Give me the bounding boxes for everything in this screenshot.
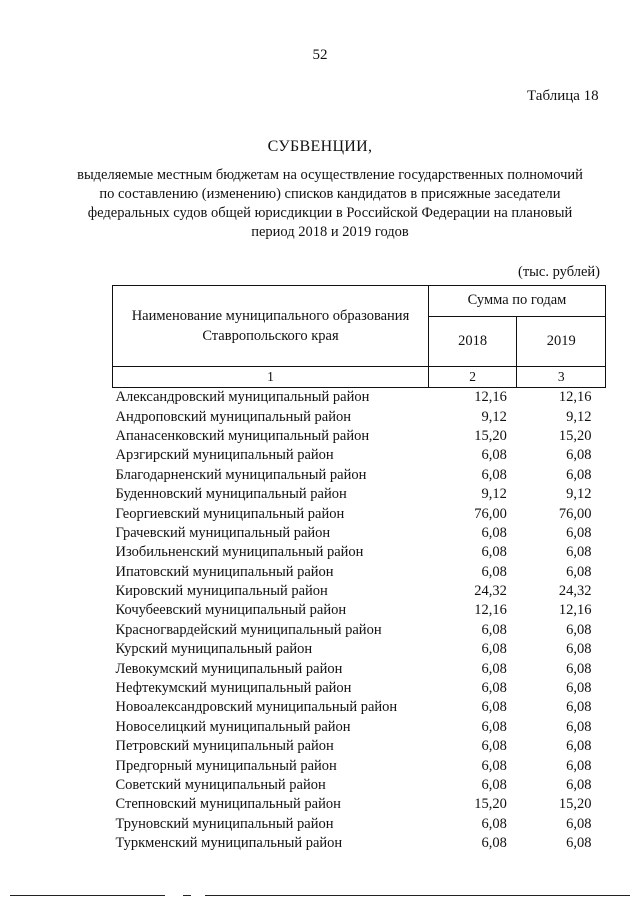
table-row (113, 737, 606, 756)
table-row (113, 582, 606, 601)
value-2018: 6,08 (481, 621, 507, 638)
municipality-name: Предгорный муниципальный район (115, 757, 337, 774)
table-row (113, 407, 606, 426)
subventions-table (112, 285, 606, 853)
value-2019: 12,16 (558, 389, 592, 406)
municipality-name: Петровский муниципальный район (115, 738, 334, 755)
table-row (113, 621, 606, 640)
municipality-name: Буденновский муниципальный район (115, 486, 347, 503)
municipality-name: Грачевский муниципальный район (115, 524, 331, 541)
column-number-1: 1 (113, 367, 429, 388)
value-2019: 6,08 (566, 524, 592, 541)
value-2019: 76,00 (558, 505, 592, 522)
municipality-name: Ипатовский муниципальный район (115, 563, 334, 580)
municipality-name: Изобильненский муниципальный район (115, 544, 364, 561)
municipality-name: Нефтекумский муниципальный район (115, 680, 352, 697)
value-2018: 76,00 (474, 505, 507, 522)
municipality-name: Андроповский муниципальный район (115, 408, 351, 425)
table-row (113, 756, 606, 775)
municipality-name: Арзгирский муниципальный район (115, 447, 334, 464)
table-row (113, 524, 606, 543)
table-row (113, 601, 606, 620)
header-year-2018: 2018 (428, 316, 516, 366)
value-2018: 6,08 (481, 680, 507, 697)
value-2019: 6,08 (566, 447, 592, 464)
header-year-2019: 2019 (517, 316, 606, 366)
value-2019: 12,16 (558, 602, 592, 619)
value-2019: 6,08 (566, 660, 592, 677)
value-2018: 9,12 (481, 486, 507, 503)
table-row (113, 563, 606, 582)
value-2018: 6,08 (481, 835, 507, 852)
units-label: (тыс. рублей) (518, 264, 600, 280)
municipality-name: Советский муниципальный район (115, 777, 326, 793)
table-row (113, 640, 606, 659)
value-2019: 15,20 (558, 796, 592, 813)
value-2018: 6,08 (481, 757, 507, 774)
value-2018: 9,12 (481, 408, 507, 425)
municipality-name: Новоалександровский муниципальный район (115, 699, 398, 716)
municipality-name: Труновский муниципальный район (115, 815, 334, 832)
footer-rule (0, 895, 640, 901)
value-2018: 6,08 (481, 641, 507, 658)
value-2018: 12,16 (474, 602, 507, 619)
value-2019: 9,12 (566, 408, 592, 425)
value-2019: 6,08 (566, 738, 592, 755)
value-2019: 6,08 (566, 641, 592, 658)
table-row (113, 795, 606, 814)
value-2019: 6,08 (566, 466, 592, 483)
municipality-name: Георгиевский муниципальный район (115, 505, 345, 522)
value-2018: 6,08 (481, 660, 507, 677)
value-2018: 6,08 (481, 738, 507, 755)
table-label: Таблица 18 (527, 88, 599, 104)
value-2018: 6,08 (481, 563, 507, 580)
value-2019: 6,08 (566, 563, 592, 580)
value-2019: 15,20 (558, 427, 592, 444)
value-2018: 6,08 (481, 466, 507, 483)
value-2018: 15,20 (474, 427, 507, 444)
value-2018: 6,08 (481, 524, 507, 541)
table-body (113, 388, 606, 854)
table-row (113, 815, 606, 834)
value-2019: 6,08 (566, 544, 592, 561)
value-2019: 9,12 (566, 486, 592, 503)
column-number-2: 2 (428, 367, 516, 388)
value-2019: 6,08 (566, 835, 592, 852)
table-row (113, 504, 606, 523)
value-2018: 6,08 (481, 718, 507, 735)
value-2018: 6,08 (481, 777, 507, 793)
municipality-name: Кочубеевский муниципальный район (115, 602, 347, 619)
municipality-name: Туркменский муниципальный район (115, 835, 343, 852)
value-2019: 24,32 (558, 583, 592, 600)
table-row (113, 698, 606, 717)
table-row (113, 834, 606, 853)
value-2018: 6,08 (481, 699, 507, 716)
value-2018: 24,32 (474, 583, 507, 600)
value-2018: 6,08 (481, 447, 507, 464)
value-2018: 12,16 (474, 389, 507, 406)
table-row (113, 446, 606, 465)
table-row (113, 427, 606, 446)
value-2019: 6,08 (566, 815, 592, 832)
document-title: СУБВЕНЦИИ, (267, 138, 373, 155)
page-number: 52 (312, 47, 328, 63)
table-row (113, 466, 606, 485)
value-2019: 6,08 (566, 777, 592, 793)
municipality-name: Новоселицкий муниципальный район (115, 718, 351, 735)
municipality-name: Степновский муниципальный район (115, 796, 341, 813)
municipality-name: Александровский муниципальный район (115, 389, 370, 406)
column-number-3: 3 (517, 367, 606, 388)
table-row (113, 776, 606, 795)
value-2019: 6,08 (566, 718, 592, 735)
table-row (113, 388, 606, 408)
header-sum-by-years: Сумма по годам (428, 286, 605, 317)
municipality-name: Красногвардейский муниципальный район (115, 621, 382, 638)
header-municipality: Наименование муниципального образования Ставропольского края (113, 286, 429, 367)
municipality-name: Левокумский муниципальный район (115, 660, 343, 677)
municipality-name: Апанасенковский муниципальный район (115, 427, 370, 444)
table-row (113, 485, 606, 504)
municipality-name: Благодарненский муниципальный район (115, 466, 367, 483)
value-2019: 6,08 (566, 621, 592, 638)
municipality-name: Кировский муниципальный район (115, 583, 328, 600)
value-2019: 6,08 (566, 699, 592, 716)
value-2019: 6,08 (566, 680, 592, 697)
municipality-name: Курский муниципальный район (115, 641, 313, 658)
value-2019: 6,08 (566, 757, 592, 774)
document-subtitle: выделяемые местным бюджетам на осуществление государственных полномочий по составлению (изменению) списков кандидатов в присяжные заседатели федеральных судов общей юрисдикции в Российской Федерации на плановый период 2018 и 2019 годов (77, 167, 583, 240)
table-row (113, 659, 606, 678)
value-2018: 6,08 (481, 544, 507, 561)
table-row (113, 543, 606, 562)
value-2018: 6,08 (481, 815, 507, 832)
value-2018: 15,20 (474, 796, 507, 813)
table-row (113, 718, 606, 737)
table-row (113, 679, 606, 698)
